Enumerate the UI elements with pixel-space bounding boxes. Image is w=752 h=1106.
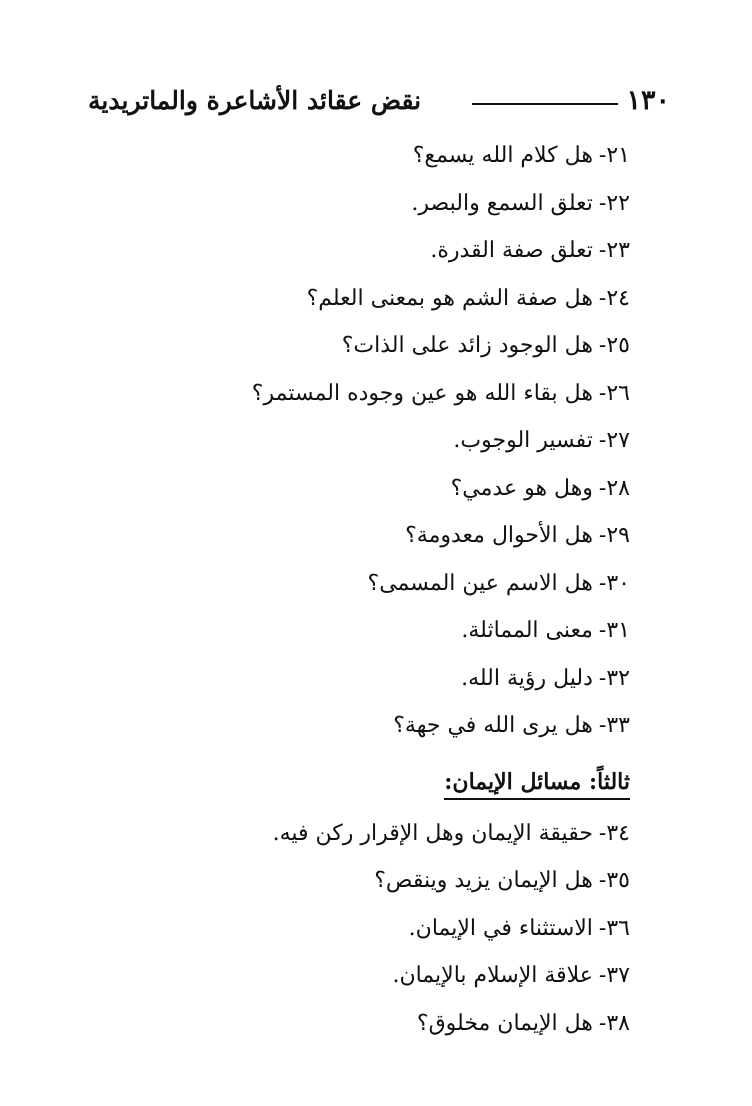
section-heading-text: ثالثاً: مسائل الإيمان: [444, 769, 630, 800]
list-item [110, 861, 630, 909]
item-number: ٢٩- [598, 523, 630, 548]
list-item [110, 184, 630, 232]
list-item [110, 516, 630, 564]
item-number: ٣٦- [598, 915, 630, 941]
item-text: هل كلام الله يسمع؟ [412, 143, 593, 168]
list-item [110, 814, 630, 862]
item-text: تفسير الوجوب. [453, 428, 593, 453]
header-rule [472, 103, 618, 105]
item-text: هل الإيمان يزيد وينقص؟ [374, 868, 593, 893]
item-text: هل بقاء الله هو عين وجوده المستمر؟ [251, 380, 593, 406]
list-item [110, 469, 630, 517]
item-number: ٣٨- [598, 1010, 630, 1036]
item-number: ٢٧- [598, 428, 630, 453]
item-text: تعلق السمع والبصر. [411, 190, 593, 216]
list-item [110, 374, 630, 422]
list-item [110, 611, 630, 659]
item-text: هل الوجود زائد على الذات؟ [341, 333, 593, 358]
item-number: ٣٢- [598, 665, 630, 691]
list-item [110, 564, 630, 612]
list-item [110, 1004, 630, 1052]
item-number: ٣٣- [598, 713, 630, 738]
item-text: الاستثناء في الإيمان. [408, 915, 593, 941]
item-text: معنى المماثلة. [461, 618, 593, 643]
list-item [110, 956, 630, 1004]
item-text: وهل هو عدمي؟ [450, 475, 593, 501]
item-number: ٢١- [598, 143, 630, 168]
item-number: ٢٣- [598, 238, 630, 263]
list-item [110, 659, 630, 707]
item-number: ٢٨- [598, 475, 630, 501]
list-item [110, 421, 630, 469]
item-number: ٢٥- [598, 333, 630, 358]
list-item [110, 706, 630, 754]
item-text: دليل رؤية الله. [461, 665, 593, 691]
list-item [110, 326, 630, 374]
item-number: ٢٤- [598, 285, 630, 311]
list-item [110, 909, 630, 957]
question-list [110, 136, 630, 1051]
item-number: ٣٧- [598, 963, 630, 988]
item-text: هل الأحوال معدومة؟ [405, 523, 593, 548]
item-number: ٣٤- [598, 820, 630, 846]
list-item [110, 136, 630, 184]
item-text: حقيقة الإيمان وهل الإقرار ركن فيه. [272, 820, 593, 846]
item-number: ٢٢- [598, 190, 630, 216]
item-text: هل الإيمان مخلوق؟ [416, 1010, 593, 1036]
page-number: ١٣٠ [626, 85, 670, 116]
item-text: هل صفة الشم هو بمعنى العلم؟ [306, 285, 593, 311]
list-item [110, 279, 630, 327]
item-text: هل يرى الله في جهة؟ [393, 713, 593, 738]
item-text: علاقة الإسلام بالإيمان. [392, 963, 593, 988]
item-number: ٣٥- [598, 868, 630, 893]
item-number: ٢٦- [598, 380, 630, 406]
item-text: تعلق صفة القدرة. [430, 238, 593, 263]
section-heading [110, 754, 630, 814]
item-number: ٣٠- [598, 570, 630, 596]
list-item [110, 231, 630, 279]
item-text: هل الاسم عين المسمى؟ [367, 570, 593, 596]
book-title: نقض عقائد الأشاعرة والماتريدية [88, 86, 422, 115]
running-header [88, 84, 670, 120]
item-number: ٣١- [598, 618, 630, 643]
